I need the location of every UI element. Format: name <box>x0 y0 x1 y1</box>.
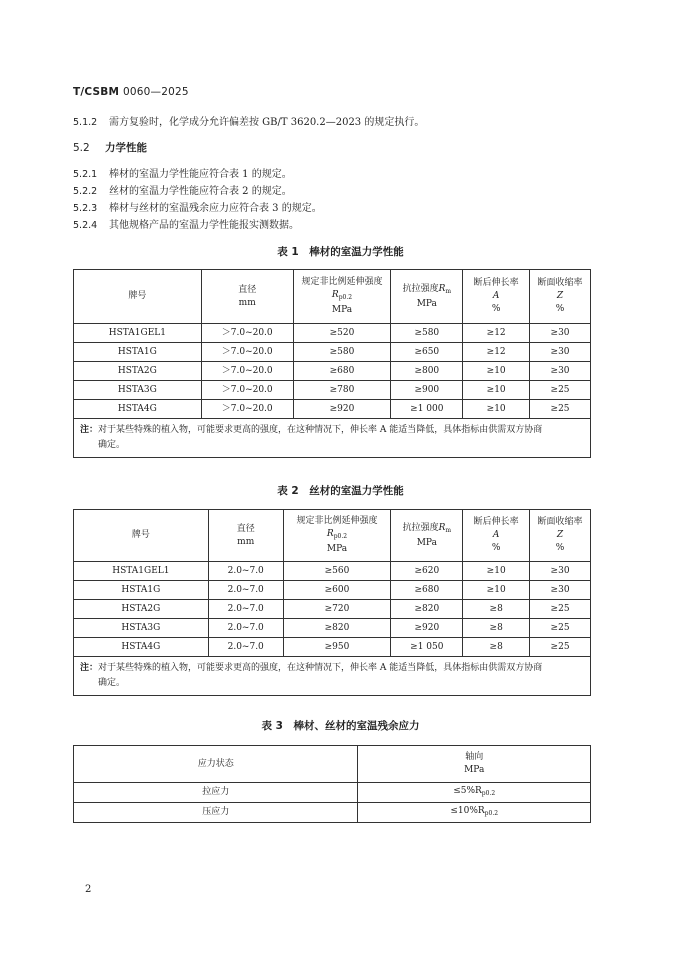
table2 <box>73 509 591 696</box>
table-row: HSTA2G ＞7.0~20.0 ≥680 ≥800 ≥10 ≥30 <box>74 362 591 381</box>
table-row: 压应力 $\le 10\%R_{p0.2}$ <box>74 803 591 823</box>
table-row: 拉应力 $\le 5\%R_{p0.2}$ <box>74 783 591 803</box>
table1-header-row <box>74 270 591 324</box>
clause-5-1-2: 5.1.2 需方复验时，化学成分允许偏差按 GB/T 3620.2—2023 的规定执行。 <box>73 117 425 128</box>
table-row: HSTA1GEL1 2.0~7.0 ≥560 ≥620 ≥10 ≥30 <box>74 562 591 581</box>
clause-5-2-1: 5.2.1 棒材的室温力学性能应符合表 1 的规定。 <box>73 169 292 180</box>
table2-note-row <box>74 657 591 696</box>
header-grade: 牌号 <box>74 510 209 562</box>
header-diameter: 直径 mm <box>201 270 293 324</box>
table-row: HSTA4G 2.0~7.0 ≥950 ≥1 050 ≥8 ≥25 <box>74 638 591 657</box>
table-row: HSTA3G 2.0~7.0 ≥820 ≥920 ≥8 ≥25 <box>74 619 591 638</box>
header-elongation: 断后伸长率 A % <box>463 510 530 562</box>
section-heading-5-2: 5.2 力学性能 <box>73 142 147 154</box>
table1-caption: 表 1 棒材的室温力学性能 <box>277 246 404 258</box>
standard-code: T/CSBM 0060—2025 <box>73 86 189 98</box>
table-row: HSTA1GEL1 ＞7.0~20.0 ≥520 ≥580 ≥12 ≥30 <box>74 324 591 343</box>
table3-header-row <box>74 746 591 783</box>
table2-note: 注：对于某些特殊的植入物，可能要求更高的强度，在这种情况下，伸长率 A 能适当降低，具体指标由供需双方协商 确定。 <box>74 657 591 696</box>
header-diameter: 直径 mm <box>208 510 283 562</box>
header-yield-strength: 规定非比例延伸强度 $R_{p0.2}$ MPa <box>283 510 391 562</box>
table1 <box>73 269 591 458</box>
header-tensile-strength: 抗拉强度$R_m$ MPa <box>391 510 463 562</box>
clause-5-2-3: 5.2.3 棒材与丝材的室温残余应力应符合表 3 的规定。 <box>73 203 322 214</box>
table-row: HSTA2G 2.0~7.0 ≥720 ≥820 ≥8 ≥25 <box>74 600 591 619</box>
clause-5-2-2: 5.2.2 丝材的室温力学性能应符合表 2 的规定。 <box>73 186 292 197</box>
header-grade: 牌号 <box>74 270 202 324</box>
table-row: HSTA3G ＞7.0~20.0 ≥780 ≥900 ≥10 ≥25 <box>74 381 591 400</box>
table2-header-row <box>74 510 591 562</box>
clause-5-2-4: 5.2.4 其他规格产品的室温力学性能报实测数据。 <box>73 220 299 231</box>
table1-note: 注：对于某些特殊的植入物，可能要求更高的强度，在这种情况下，伸长率 A 能适当降低，具体指标由供需双方协商 确定。 <box>74 419 591 458</box>
table-row: HSTA4G ＞7.0~20.0 ≥920 ≥1 000 ≥10 ≥25 <box>74 400 591 419</box>
table3-caption: 表 3 棒材、丝材的室温残余应力 <box>261 720 420 732</box>
table1-note-row <box>74 419 591 458</box>
table-row: HSTA1G ＞7.0~20.0 ≥580 ≥650 ≥12 ≥30 <box>74 343 591 362</box>
table3 <box>73 745 591 823</box>
header-tensile-strength: 抗拉强度$R_m$ MPa <box>391 270 463 324</box>
table-row: HSTA1G 2.0~7.0 ≥600 ≥680 ≥10 ≥30 <box>74 581 591 600</box>
page-number: 2 <box>85 884 92 895</box>
header-stress-state: 应力状态 <box>74 746 358 783</box>
header-axial: 轴向 MPa <box>358 746 591 783</box>
header-elongation: 断后伸长率 A % <box>463 270 530 324</box>
table2-caption: 表 2 丝材的室温力学性能 <box>277 485 404 497</box>
header-yield-strength: 规定非比例延伸强度 $R_{p0.2}$ MPa <box>293 270 391 324</box>
header-reduction-of-area: 断面收缩率 Z % <box>530 270 591 324</box>
header-reduction-of-area: 断面收缩率 Z % <box>530 510 591 562</box>
